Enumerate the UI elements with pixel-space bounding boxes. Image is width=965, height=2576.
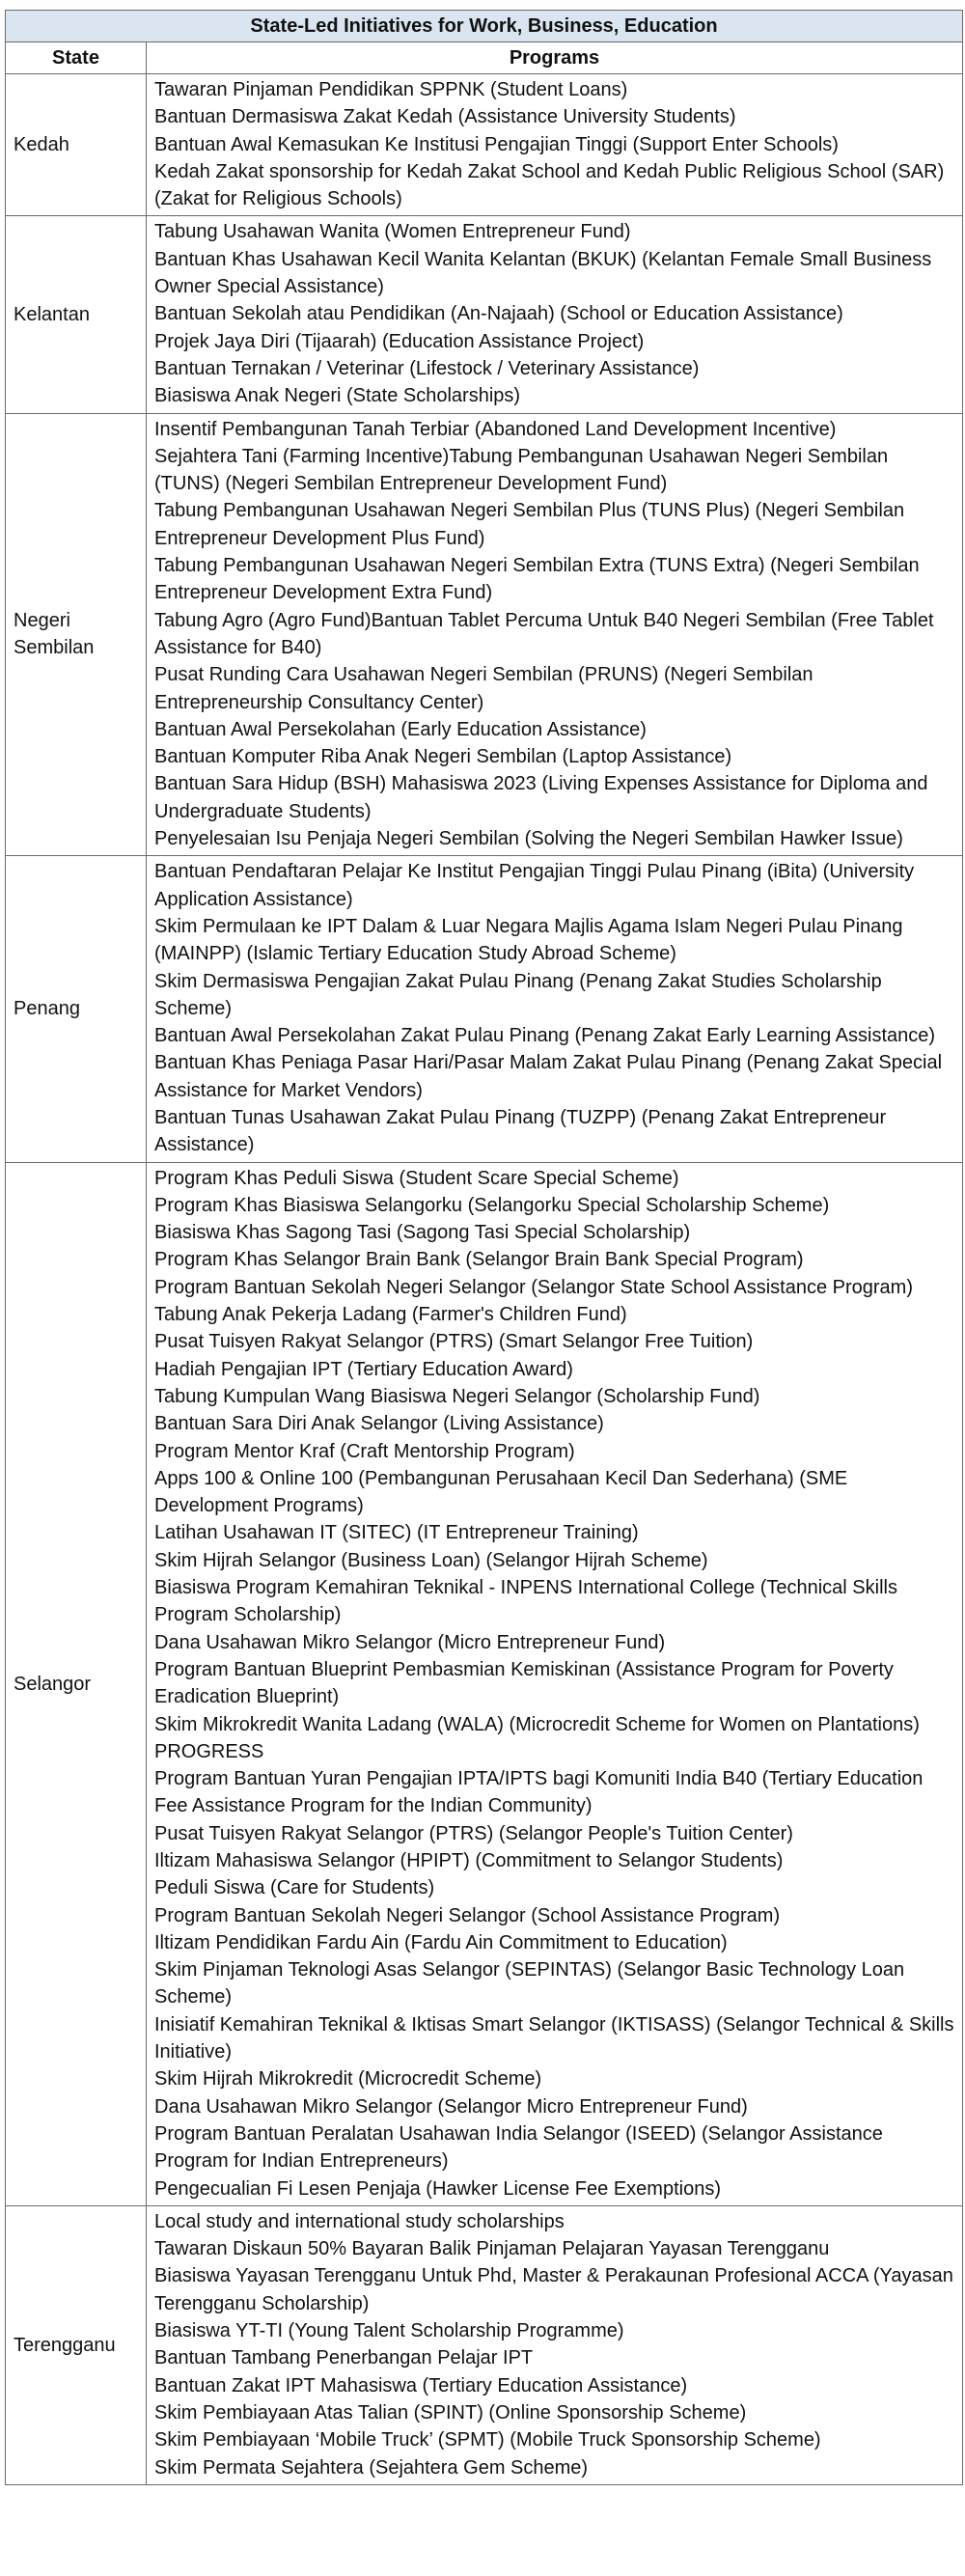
program-item: Bantuan Pendaftaran Pelajar Ke Institut Pengajian Tinggi Pulau Pinang (iBita) (University Application Assistance) [154,861,915,910]
state-cell: Kedah [6,74,147,216]
program-item: Bantuan Ternakan / Veterinar (Lifestock / Veterinary Assistance) [154,357,700,379]
program-item: Penyelesaian Isu Penjaja Negeri Sembilan (Solving the Negeri Sembilan Hawker Issue) [154,828,903,850]
program-item: Tabung Kumpulan Wang Biasiswa Negeri Selangor (Scholarship Fund) [154,1385,760,1407]
program-item: Bantuan Komputer Riba Anak Negeri Sembilan (Laptop Assistance) [154,746,732,768]
state-column-header: State [6,42,147,74]
program-item: Latihan Usahawan IT (SITEC) (IT Entrepreneur Training) [154,1522,639,1544]
program-item: Pengecualian Fi Lesen Penjaja (Hawker License Fee Exemptions) [154,2177,721,2200]
program-item: Bantuan Sara Diri Anak Selangor (Living Assistance) [154,1413,604,1435]
program-item: Biasiswa YT-TI (Young Talent Scholarship Programme) [154,2320,624,2342]
table-row [6,2205,963,2484]
program-item: Pusat Tuisyen Rakyat Selangor (PTRS) (Smart Selangor Free Tuition) [154,1331,754,1353]
program-item: Tabung Pembangunan Usahawan Negeri Sembilan Plus (TUNS Plus) (Negeri Sembilan Entrepreneur Development Plus Fund) [154,500,905,549]
program-item: Tabung Anak Pekerja Ladang (Farmer's Children Fund) [154,1304,627,1326]
program-item: Program Bantuan Blueprint Pembasmian Kemiskinan (Assistance Program for Poverty Eradication Blueprint) [154,1658,894,1708]
program-item: Skim Hijrah Selangor (Business Loan) (Selangor Hijrah Scheme) [154,1549,708,1571]
programs-cell [147,856,963,1162]
program-item: Biasiswa Program Kemahiran Teknikal - INPENS International College (Technical Skills Program Scholarship) [154,1577,897,1626]
program-item: Bantuan Khas Peniaga Pasar Hari/Pasar Malam Zakat Pulau Pinang (Penang Zakat Special Assistance for Market Vendors) [154,1052,943,1101]
program-item: Bantuan Awal Persekolahan (Early Education Assistance) [154,718,647,740]
program-item: Skim Permata Sejahtera (Sejahtera Gem Scheme) [154,2456,589,2479]
program-item: Program Khas Peduli Siswa (Student Scare Special Scheme) [154,1167,679,1189]
program-item: Iltizam Mahasiswa Selangor (HPIPT) (Commitment to Selangor Students) [154,1850,784,1871]
table-row [6,1162,963,2205]
program-item: Program Bantuan Sekolah Negeri Selangor (School Assistance Program) [154,1904,781,1926]
program-item: Biasiswa Anak Negeri (State Scholarships) [154,385,521,407]
table-row [6,413,963,856]
program-item: PROGRESS [154,1740,264,1762]
program-item: Iltizam Pendidikan Fardu Ain (Fardu Ain Commitment to Education) [154,1931,728,1953]
program-item: Insentif Pembangunan Tanah Terbiar (Abandoned Land Development Incentive) [154,418,837,440]
program-item: Tabung Pembangunan Usahawan Negeri Sembilan Extra (TUNS Extra) (Negeri Sembilan Entrepreneur Development Extra Fund) [154,555,920,604]
program-item: Bantuan Tunas Usahawan Zakat Pulau Pinang (TUZPP) (Penang Zakat Entrepreneur Assistance) [154,1106,887,1156]
programs-cell [147,74,963,216]
programs-cell [147,2205,963,2484]
program-item: Program Khas Selangor Brain Bank (Selangor Brain Bank Special Program) [154,1249,804,1271]
program-item: Projek Jaya Diri (Tijaarah) (Education Assistance Project) [154,330,645,352]
program-item: Sejahtera Tani (Farming Incentive)Tabung Pembangunan Usahawan Negeri Sembilan (TUNS) (Negeri Sembilan Entrepreneur Development Fund) [154,445,889,495]
programs-cell [147,413,963,856]
program-item: Bantuan Awal Persekolahan Zakat Pulau Pinang (Penang Zakat Early Learning Assistance) [154,1025,936,1047]
program-item: Program Khas Biasiswa Selangorku (Selangorku Special Scholarship Scheme) [154,1194,830,1216]
program-item: Bantuan Awal Kemasukan Ke Institusi Pengajian Tinggi (Support Enter Schools) [154,133,839,155]
program-item: Tabung Agro (Agro Fund)Bantuan Tablet Percuma Untuk B40 Negeri Sembilan (Free Tablet Assistance for B40) [154,609,934,658]
program-item: Pusat Tuisyen Rakyat Selangor (PTRS) (Selangor People's Tuition Center) [154,1822,793,1844]
state-cell: Kelantan [6,216,147,413]
program-item: Skim Pembiayaan ‘Mobile Truck’ (SPMT) (Mobile Truck Sponsorship Scheme) [154,2429,821,2451]
program-item: Biasiswa Yayasan Terengganu Untuk Phd, Master & Perakaunan Profesional ACCA (Yayasan Terengganu Scholarship) [154,2265,953,2314]
program-item: Bantuan Zakat IPT Mahasiswa (Tertiary Education Assistance) [154,2374,688,2396]
program-item: Program Mentor Kraf (Craft Mentorship Program) [154,1440,575,1462]
state-cell: Negeri Sembilan [6,413,147,856]
header-row [6,42,963,74]
program-item: Dana Usahawan Mikro Selangor (Selangor Micro Entrepreneur Fund) [154,2095,748,2118]
state-cell: Selangor [6,1162,147,2205]
table-body [6,74,963,2485]
program-item: Program Bantuan Sekolah Negeri Selangor (Selangor State School Assistance Program) [154,1276,913,1298]
table-row [6,74,963,216]
program-item: Dana Usahawan Mikro Selangor (Micro Entrepreneur Fund) [154,1631,666,1653]
program-item: Program Bantuan Peralatan Usahawan India Selangor (ISEED) (Selangor Assistance Program for Indian Entrepreneurs) [154,2122,883,2173]
program-item: Tawaran Diskaun 50% Bayaran Balik Pinjaman Pelajaran Yayasan Terengganu [154,2238,830,2260]
table-row [6,216,963,413]
program-item: Apps 100 & Online 100 (Pembangunan Perusahaan Kecil Dan Sederhana) (SME Development Programs) [154,1467,848,1517]
table-row [6,856,963,1162]
state-cell: Penang [6,856,147,1162]
program-item: Tabung Usahawan Wanita (Women Entrepreneur Fund) [154,221,631,243]
program-item: Skim Dermasiswa Pengajian Zakat Pulau Pinang (Penang Zakat Studies Scholarship Scheme) [154,970,882,1019]
program-item: Bantuan Khas Usahawan Kecil Wanita Kelantan (BKUK) (Kelantan Female Small Business Owner Special Assistance) [154,248,932,298]
program-item: Local study and international study scholarships [154,2210,565,2232]
programs-column-header: Programs [147,42,963,74]
programs-cell [147,1162,963,2205]
program-item: Program Bantuan Yuran Pengajian IPTA/IPTS bagi Komuniti India B40 (Tertiary Education Fee Assistance Program for the Indian Community) [154,1768,924,1817]
program-item: Skim Mikrokredit Wanita Ladang (WALA) (Microcredit Scheme for Women on Plantations) [154,1713,920,1735]
program-item: Skim Pinjaman Teknologi Asas Selangor (SEPINTAS) (Selangor Basic Technology Loan Scheme) [154,1959,905,2008]
program-item: Pusat Runding Cara Usahawan Negeri Sembilan (PRUNS) (Negeri Sembilan Entrepreneurship Consultancy Center) [154,664,813,713]
title-row [6,11,963,42]
program-item: Bantuan Dermasiswa Zakat Kedah (Assistance University Students) [154,106,736,128]
program-item: Bantuan Tambang Penerbangan Pelajar IPT [154,2347,534,2369]
program-item: Bantuan Sara Hidup (BSH) Mahasiswa 2023 (Living Expenses Assistance for Diploma and Undergraduate Students) [154,773,928,822]
initiatives-table [5,10,963,2485]
program-item: Bantuan Sekolah atau Pendidikan (An-Najaah) (School or Education Assistance) [154,303,843,325]
program-item: Inisiatif Kemahiran Teknikal & Iktisas Smart Selangor (IKTISASS) (Selangor Technical & Skills Initiative) [154,2013,954,2064]
program-item: Tawaran Pinjaman Pendidikan SPPNK (Student Loans) [154,79,628,100]
state-cell: Terengganu [6,2205,147,2484]
program-item: Hadiah Pengajian IPT (Tertiary Education Award) [154,1358,573,1380]
program-item: Skim Pembiayaan Atas Talian (SPINT) (Online Sponsorship Scheme) [154,2401,747,2424]
program-item: Skim Permulaan ke IPT Dalam & Luar Negara Majlis Agama Islam Negeri Pulau Pinang (MAINPP) (Islamic Tertiary Education Study Abroad Scheme) [154,915,903,965]
program-item: Biasiswa Khas Sagong Tasi (Sagong Tasi Special Scholarship) [154,1222,691,1244]
programs-cell [147,216,963,413]
program-item: Kedah Zakat sponsorship for Kedah Zakat School and Kedah Public Religious School (SAR) (Zakat for Religious Schools) [154,160,945,210]
program-item: Skim Hijrah Mikrokredit (Microcredit Scheme) [154,2068,542,2091]
table-title: State-Led Initiatives for Work, Business, Education [6,11,963,42]
program-item: Peduli Siswa (Care for Students) [154,1877,435,1899]
